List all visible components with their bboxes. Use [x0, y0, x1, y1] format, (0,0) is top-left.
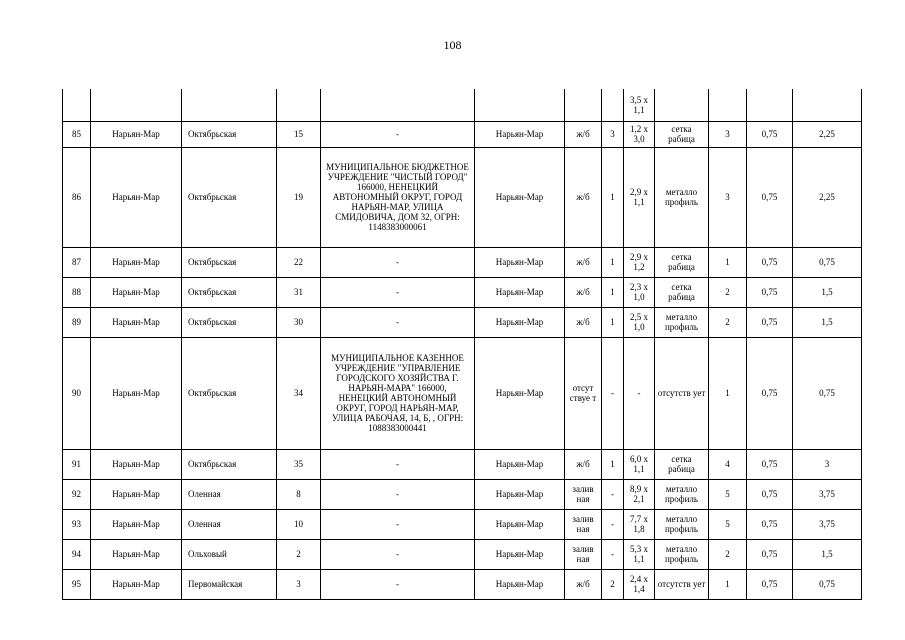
cell-container-count: - [602, 509, 624, 539]
cell-settlement: Нарьян-Мар [475, 569, 565, 599]
cell-bin-count: 2 [709, 539, 747, 569]
table-row [63, 569, 862, 599]
cell-organization: МУНИЦИПАЛЬНОЕ БЮДЖЕТНОЕ УЧРЕЖДЕНИЕ "ЧИСТЫЙ ГОРОД" 166000, НЕНЕЦКИЙ АВТОНОМНЫЙ ОКРУГ, ГОРОД НАРЬЯН-МАР, УЛИЦА СМИДОВИЧА, ДОМ 32, ОГРН: 1148383000061 [321, 147, 475, 247]
table-row [63, 449, 862, 479]
cell-city: Нарьян-Мар [91, 247, 182, 277]
cell-bin-volume: 0,75 [747, 509, 793, 539]
cell-street: Октябрьская [182, 277, 277, 307]
cell-bin-volume: 0,75 [747, 479, 793, 509]
cell-fence-type: металло профиль [655, 539, 709, 569]
cell-bin-volume: 0,75 [747, 307, 793, 337]
cell-bin-count: 4 [709, 449, 747, 479]
cell-city: Нарьян-Мар [91, 479, 182, 509]
cell-organization: - [321, 121, 475, 147]
cell-bin-count: 3 [709, 121, 747, 147]
cell-site-size: 2,3 х 1,0 [624, 277, 655, 307]
cell-organization: - [321, 539, 475, 569]
cell-settlement: Нарьян-Мар [475, 539, 565, 569]
cell-total-volume: 2,25 [793, 147, 862, 247]
cell-container-count [602, 89, 624, 121]
table-row [63, 247, 862, 277]
cell-bin-count: 3 [709, 147, 747, 247]
cell-row-number: 93 [63, 509, 91, 539]
cell-street: Октябрьская [182, 337, 277, 449]
cell-container-count: 2 [602, 569, 624, 599]
cell-row-number: 85 [63, 121, 91, 147]
cell-organization: - [321, 277, 475, 307]
cell-street: Ольховый [182, 539, 277, 569]
cell-house-number: 15 [277, 121, 321, 147]
cell-organization: МУНИЦИПАЛЬНОЕ КАЗЕННОЕ УЧРЕЖДЕНИЕ "УПРАВЛЕНИЕ ГОРОДСКОГО ХОЗЯЙСТВА Г. НАРЬЯН-МАРА" 166000, НЕНЕЦКИЙ АВТОНОМНЫЙ ОКРУГ, ГОРОД НАРЬЯН-МАР, УЛИЦА РАБОЧАЯ, 14, Б, , ОГРН: 1088383000441 [321, 337, 475, 449]
cell-bin-volume: 0,75 [747, 247, 793, 277]
cell-street: Октябрьская [182, 147, 277, 247]
cell-row-number: 95 [63, 569, 91, 599]
cell-container-count: - [602, 539, 624, 569]
cell-surface-type: ж/б [565, 569, 602, 599]
cell-organization: - [321, 307, 475, 337]
cell-house-number: 10 [277, 509, 321, 539]
cell-total-volume: 0,75 [793, 247, 862, 277]
cell-city: Нарьян-Мар [91, 569, 182, 599]
cell-bin-count: 1 [709, 337, 747, 449]
cell-bin-volume: 0,75 [747, 449, 793, 479]
cell-city: Нарьян-Мар [91, 337, 182, 449]
cell-site-size: 2,5 х 1,0 [624, 307, 655, 337]
cell-street: Оленная [182, 509, 277, 539]
cell-bin-count: 2 [709, 277, 747, 307]
cell-total-volume: 3,75 [793, 479, 862, 509]
cell-organization: - [321, 509, 475, 539]
cell-fence-type: сетка рабица [655, 449, 709, 479]
cell-street: Октябрьская [182, 307, 277, 337]
cell-house-number: 19 [277, 147, 321, 247]
cell-house-number: 8 [277, 479, 321, 509]
cell-bin-count: 5 [709, 479, 747, 509]
cell-site-size: 2,9 х 1,2 [624, 247, 655, 277]
cell-street: Октябрьская [182, 121, 277, 147]
cell-organization: - [321, 247, 475, 277]
cell-fence-type: металло профиль [655, 147, 709, 247]
cell-surface-type: ж/б [565, 449, 602, 479]
cell-bin-volume: 0,75 [747, 569, 793, 599]
table-row [63, 121, 862, 147]
cell-total-volume [793, 89, 862, 121]
cell-row-number: 91 [63, 449, 91, 479]
table-row [63, 307, 862, 337]
cell-settlement [475, 89, 565, 121]
cell-bin-count: 5 [709, 509, 747, 539]
cell-city: Нарьян-Мар [91, 307, 182, 337]
cell-surface-type: ж/б [565, 121, 602, 147]
cell-street: Октябрьская [182, 449, 277, 479]
cell-house-number: 31 [277, 277, 321, 307]
cell-total-volume: 3 [793, 449, 862, 479]
cell-organization [321, 89, 475, 121]
cell-house-number: 2 [277, 539, 321, 569]
table-row-continued [63, 89, 862, 121]
cell-surface-type: ж/б [565, 277, 602, 307]
cell-house-number: 3 [277, 569, 321, 599]
cell-settlement: Нарьян-Мар [475, 479, 565, 509]
cell-container-count: 1 [602, 307, 624, 337]
cell-fence-type [655, 89, 709, 121]
cell-surface-type: ж/б [565, 247, 602, 277]
cell-bin-count: 1 [709, 569, 747, 599]
cell-settlement: Нарьян-Мар [475, 277, 565, 307]
cell-fence-type: отсутств ует [655, 337, 709, 449]
table-row [63, 479, 862, 509]
cell-site-size: 2,9 х 1,1 [624, 147, 655, 247]
cell-fence-type: металло профиль [655, 307, 709, 337]
cell-city: Нарьян-Мар [91, 509, 182, 539]
cell-bin-volume: 0,75 [747, 121, 793, 147]
cell-site-size: 8,9 х 2,1 [624, 479, 655, 509]
cell-row-number: 94 [63, 539, 91, 569]
cell-container-count: - [602, 479, 624, 509]
cell-site-size: - [624, 337, 655, 449]
cell-organization: - [321, 569, 475, 599]
cell-fence-type: металло профиль [655, 509, 709, 539]
cell-fence-type: отсутств ует [655, 569, 709, 599]
cell-total-volume: 1,5 [793, 277, 862, 307]
cell-total-volume: 3,75 [793, 509, 862, 539]
page-number: 108 [443, 38, 462, 52]
cell-total-volume: 2,25 [793, 121, 862, 147]
cell-city: Нарьян-Мар [91, 277, 182, 307]
registry-table [62, 89, 862, 600]
cell-fence-type: металло профиль [655, 479, 709, 509]
cell-settlement: Нарьян-Мар [475, 337, 565, 449]
cell-row-number [63, 89, 91, 121]
cell-city: Нарьян-Мар [91, 539, 182, 569]
cell-total-volume: 0,75 [793, 337, 862, 449]
table-row [63, 509, 862, 539]
cell-row-number: 88 [63, 277, 91, 307]
cell-surface-type: залив ная [565, 509, 602, 539]
cell-settlement: Нарьян-Мар [475, 509, 565, 539]
cell-row-number: 89 [63, 307, 91, 337]
cell-house-number: 30 [277, 307, 321, 337]
cell-row-number: 92 [63, 479, 91, 509]
cell-site-size: 5,3 х 1,1 [624, 539, 655, 569]
cell-container-count: 1 [602, 277, 624, 307]
cell-house-number: 34 [277, 337, 321, 449]
cell-city [91, 89, 182, 121]
cell-bin-volume: 0,75 [747, 539, 793, 569]
cell-fence-type: сетка рабица [655, 247, 709, 277]
cell-surface-type: отсут ствуе т [565, 337, 602, 449]
cell-fence-type: сетка рабица [655, 277, 709, 307]
cell-settlement: Нарьян-Мар [475, 121, 565, 147]
cell-street: Оленная [182, 479, 277, 509]
cell-settlement: Нарьян-Мар [475, 247, 565, 277]
cell-row-number: 87 [63, 247, 91, 277]
cell-fence-type: сетка рабица [655, 121, 709, 147]
cell-container-count: - [602, 337, 624, 449]
table-row [63, 147, 862, 247]
cell-total-volume: 0,75 [793, 569, 862, 599]
cell-house-number [277, 89, 321, 121]
cell-container-count: 1 [602, 449, 624, 479]
cell-bin-count: 1 [709, 247, 747, 277]
table-row [63, 539, 862, 569]
cell-street: Октябрьская [182, 247, 277, 277]
cell-surface-type: ж/б [565, 147, 602, 247]
cell-settlement: Нарьян-Мар [475, 147, 565, 247]
table-row [63, 277, 862, 307]
cell-bin-volume: 0,75 [747, 337, 793, 449]
cell-organization: - [321, 449, 475, 479]
cell-row-number: 86 [63, 147, 91, 247]
cell-site-size: 1,2 х 3,0 [624, 121, 655, 147]
cell-surface-type: залив ная [565, 539, 602, 569]
cell-city: Нарьян-Мар [91, 121, 182, 147]
cell-bin-volume [747, 89, 793, 121]
cell-street [182, 89, 277, 121]
cell-bin-volume: 0,75 [747, 147, 793, 247]
cell-settlement: Нарьян-Мар [475, 307, 565, 337]
cell-city: Нарьян-Мар [91, 449, 182, 479]
cell-surface-type [565, 89, 602, 121]
cell-row-number: 90 [63, 337, 91, 449]
cell-organization: - [321, 479, 475, 509]
cell-bin-volume: 0,75 [747, 277, 793, 307]
cell-house-number: 35 [277, 449, 321, 479]
table-row [63, 337, 862, 449]
cell-container-count: 3 [602, 121, 624, 147]
cell-surface-type: ж/б [565, 307, 602, 337]
cell-container-count: 1 [602, 147, 624, 247]
cell-settlement: Нарьян-Мар [475, 449, 565, 479]
cell-city: Нарьян-Мар [91, 147, 182, 247]
cell-site-size: 2,4 х 1,4 [624, 569, 655, 599]
cell-site-size: 6,0 х 1,1 [624, 449, 655, 479]
cell-site-size: 3,5 х 1,1 [624, 89, 655, 121]
cell-total-volume: 1,5 [793, 307, 862, 337]
cell-bin-count: 2 [709, 307, 747, 337]
cell-container-count: 1 [602, 247, 624, 277]
cell-bin-count [709, 89, 747, 121]
cell-house-number: 22 [277, 247, 321, 277]
cell-street: Первомайская [182, 569, 277, 599]
cell-surface-type: залив ная [565, 479, 602, 509]
cell-site-size: 7,7 х 1,8 [624, 509, 655, 539]
cell-total-volume: 1,5 [793, 539, 862, 569]
